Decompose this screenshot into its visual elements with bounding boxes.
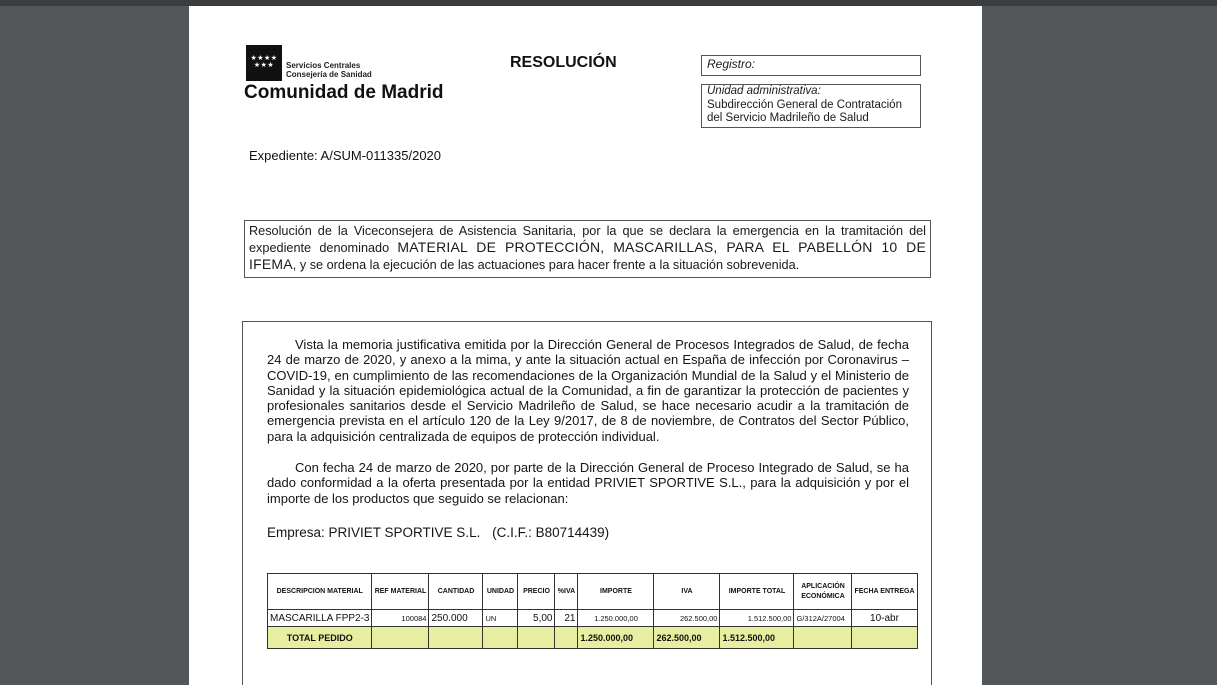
empresa-name: Empresa: PRIVIET SPORTIVE S.L. <box>267 525 481 540</box>
cell-fecha: 10-abr <box>852 610 917 627</box>
cell-cantidad: 250.000 <box>429 610 483 627</box>
cell-importe: 1.250.000,00 <box>578 610 654 627</box>
table-row <box>268 610 918 627</box>
registro-box <box>701 55 921 76</box>
total-iva: 262.500,00 <box>654 627 720 649</box>
summary-part2: , y se ordena la ejecución de las actuaciones para hacer frente a la situación sobrevenida. <box>292 258 800 272</box>
logo-subtitle <box>286 61 406 79</box>
col-ref: REF MATERIAL <box>372 574 429 610</box>
cell-importe-total: 1.512.500,00 <box>720 610 794 627</box>
total-empty <box>794 627 852 649</box>
madrid-flag-icon <box>246 45 282 81</box>
empresa-line <box>267 525 609 540</box>
registro-label: Registro: <box>707 57 756 71</box>
total-empty <box>429 627 483 649</box>
cell-descripcion: MASCARILLA FPP2-3 <box>268 610 372 627</box>
unidad-line2: del Servicio Madrileño de Salud <box>707 112 869 124</box>
total-empty <box>483 627 518 649</box>
total-empty <box>852 627 917 649</box>
col-aplicacion: APLICACIÓN ECONÓMICA <box>794 574 852 610</box>
cell-iva: 262.500,00 <box>654 610 720 627</box>
table-header-row <box>268 574 918 610</box>
total-row <box>268 627 918 649</box>
empresa-cif: (C.I.F.: B80714439) <box>492 525 610 540</box>
paragraph-1: Vista la memoria justificativa emitida por la Dirección General de Procesos Integrados de Salud, de fecha 24 de marzo de 2020, y anexo a la mima, y ante la situación actual en España de infección por Coronavirus – COVID-19, en cumplimiento de las recomendaciones de la Organización Mundial de la Salud y el Ministerio de Sanidad y la situación epidemiológica actual de la Comunidad, a fin de garantizar la protección de pacientes y profesionales sanitarios desde el Servicio Madrileño de Salud, se hace necesario acudir a la tramitación de emergencia prevista en el artículo 120 de la Ley 9/2017, de 8 de noviembre, de Contratos del Sector Público, para la adquisición centralizada de equipos de protección individual. <box>267 337 909 444</box>
cell-precio: 5,00 <box>518 610 555 627</box>
col-importe-total: IMPORTE TOTAL <box>720 574 794 610</box>
cell-ref: 100084 <box>372 610 429 627</box>
expediente-number: Expediente: A/SUM-011335/2020 <box>249 148 442 163</box>
unidad-line1: Subdirección General de Contratación <box>707 98 902 111</box>
total-importe: 1.250.000,00 <box>578 627 654 649</box>
total-empty <box>555 627 578 649</box>
col-iva-pct: %IVA <box>555 574 578 610</box>
document-title: RESOLUCIÓN <box>510 54 617 71</box>
col-descripcion: DESCRIPCION MATERIAL <box>268 574 372 610</box>
order-table <box>267 573 918 649</box>
cell-aplicacion: G/312A/27004 <box>794 610 852 627</box>
col-importe: IMPORTE <box>578 574 654 610</box>
cell-iva-pct: 21 <box>555 610 578 627</box>
logo-sub-line1: Servicios Centrales <box>286 61 361 70</box>
col-fecha: FECHA ENTREGA <box>852 574 917 610</box>
logo-main-text: Comunidad de Madrid <box>244 82 444 103</box>
total-empty <box>372 627 429 649</box>
document-page <box>189 6 982 685</box>
total-label: TOTAL PEDIDO <box>268 627 372 649</box>
paragraph-2: Con fecha 24 de marzo de 2020, por parte de la Dirección General de Proceso Integrado de Salud, se ha dado conformidad a la oferta presentada por la entidad PRIVIET SPORTIVE S.L., para la adquisición y por el importe de los productos que seguido se relacionan: <box>267 460 909 506</box>
resolution-summary <box>244 220 931 278</box>
col-precio: PRECIO <box>518 574 555 610</box>
resolution-body <box>242 321 932 685</box>
logo-stars: ★★★★ ★★★ <box>250 55 278 69</box>
col-unidad: UNIDAD <box>483 574 518 610</box>
logo-sub-line2: Consejería de Sanidad <box>286 70 372 79</box>
cell-unidad: UN <box>483 610 518 627</box>
total-importe-total: 1.512.500,00 <box>720 627 794 649</box>
col-iva: IVA <box>654 574 720 610</box>
col-cantidad: CANTIDAD <box>429 574 483 610</box>
summary-part1: Resolución de la Viceconsejera de Asistencia Sanitaria, por la que se declara la emergencia en la tramitación del expediente denominado <box>249 224 926 255</box>
total-empty <box>518 627 555 649</box>
unidad-administrativa-box <box>701 84 921 128</box>
summary-caps: MATERIAL DE PROTECCIÓN, MASCARILLAS, PARA EL PABELLÓN 10 DE IFEMA <box>249 239 927 272</box>
unidad-label: Unidad administrativa: <box>707 85 821 97</box>
